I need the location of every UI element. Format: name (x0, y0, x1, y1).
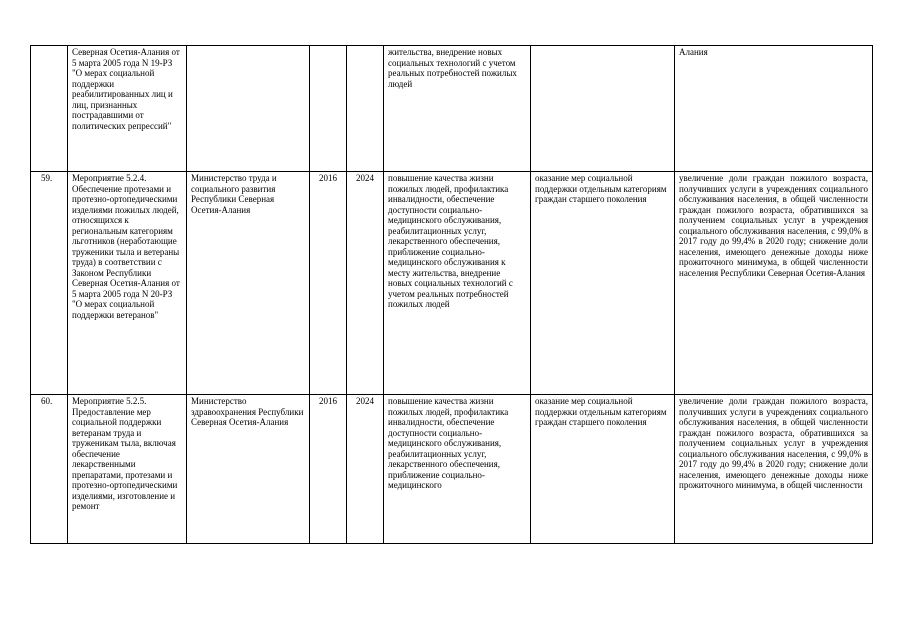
row-number: 60. (31, 395, 68, 544)
table-row (31, 172, 873, 395)
indicators-text: увеличение доли граждан пожилого возраста, получивших услуги в учреждениях социального обслуживания населения, в общей численности граждан пожилого возраста, обратившихся за получением социальных услуг в учреждения социального обслуживания населения, с 99,0% в 2017 году до 99,4% в 2020 году; снижение доли населения, имеющего денежные доходы ниже прожиточного минимума, в общей численности (679, 396, 868, 490)
end-year-cell: 2024 (347, 395, 384, 544)
measure-cell (68, 46, 187, 172)
row-number (31, 46, 68, 172)
directions-cell (384, 395, 531, 544)
executor-cell (187, 46, 310, 172)
indicators-cell: увеличение доли граждан пожилого возраста, получивших услуги в учреждениях социального обслуживания населения, в общей численности граждан пожилого возраста, обратившихся за получением социальных услуг в учреждения социального обслуживания населения, с 99,0% в 2017 году до 99,4% в 2020 году; снижение доли населения, имеющего денежные доходы ниже прожиточного минимума, в общей численности населения Республики Северная Осетия-Алания (675, 172, 873, 395)
end-year-cell (347, 46, 384, 172)
directions-text: повышение качества жизни пожилых людей, профилактика инвалидности, обеспечение доступности социально-медицинского обслуживания, реабилитационных услуг, лекарственного обеспечения, приближение социально-медицинского обслуживания к месту жительства, внедрение новых социальных технологий с учетом реальных потребностей пожилых людей (388, 173, 513, 309)
directions-cell: жительства, внедрение новых социальных технологий с учетом реальных потребностей пожилых людей (384, 46, 531, 172)
start-year-cell: 2016 (310, 395, 347, 544)
start-year-cell: 2016 (310, 172, 347, 395)
indicators-cell: Алания (675, 46, 873, 172)
row-number: 59. (31, 172, 68, 395)
end-year-cell: 2024 (347, 172, 384, 395)
directions-cell (384, 172, 531, 395)
consequences-cell (531, 46, 675, 172)
measure-cell (68, 172, 187, 395)
table-row (31, 395, 873, 544)
indicators-cell (675, 395, 873, 544)
table-row (31, 46, 873, 172)
measure-cell (68, 395, 187, 544)
directions-text: повышение качества жизни пожилых людей, профилактика инвалидности, обеспечение доступности социально-медицинского обслуживания, реабилитационных услуг, лекарственного обеспечения, приближение социально-медицинского (388, 396, 509, 490)
program-table (30, 45, 873, 544)
consequences-cell: оказание мер социальной поддержки отдельным категориям граждан старшего поколения (531, 172, 675, 395)
executor-cell: Министерство труда и социального развития Республики Северная Осетия-Алания (187, 172, 310, 395)
executor-cell: Министерство здравоохранения Республики Северная Осетия-Алания (187, 395, 310, 544)
measure-text: Мероприятие 5.2.5. Предоставление мер социальной поддержки ветеранам труда и труженикам тыла, включая обеспечение лекарственными препаратами, протезами и протезно-ортопедическими изделиями, изготовление и ремонт (72, 396, 178, 511)
consequences-cell: оказание мер социальной поддержки отдельным категориям граждан старшего поколения (531, 395, 675, 544)
measure-text: Мероприятие 5.2.4. Обеспечение протезами и протезно-ортопедическими изделиями пожилых людей, относящихся к региональным категориям льготников (неработающие труженики тыла и ветераны труда) в соответствии с Законом Республики Северная Осетия-Алания от 5 марта 2005 года N 20-РЗ "О мерах социальной поддержки ветеранов" (72, 173, 180, 320)
start-year-cell (310, 46, 347, 172)
measure-text: Северная Осетия-Алания от 5 марта 2005 года N 19-РЗ "О мерах социальной поддержки реабилитированных лиц и лиц, признанных пострадавшими от политических репрессий" (72, 47, 180, 131)
